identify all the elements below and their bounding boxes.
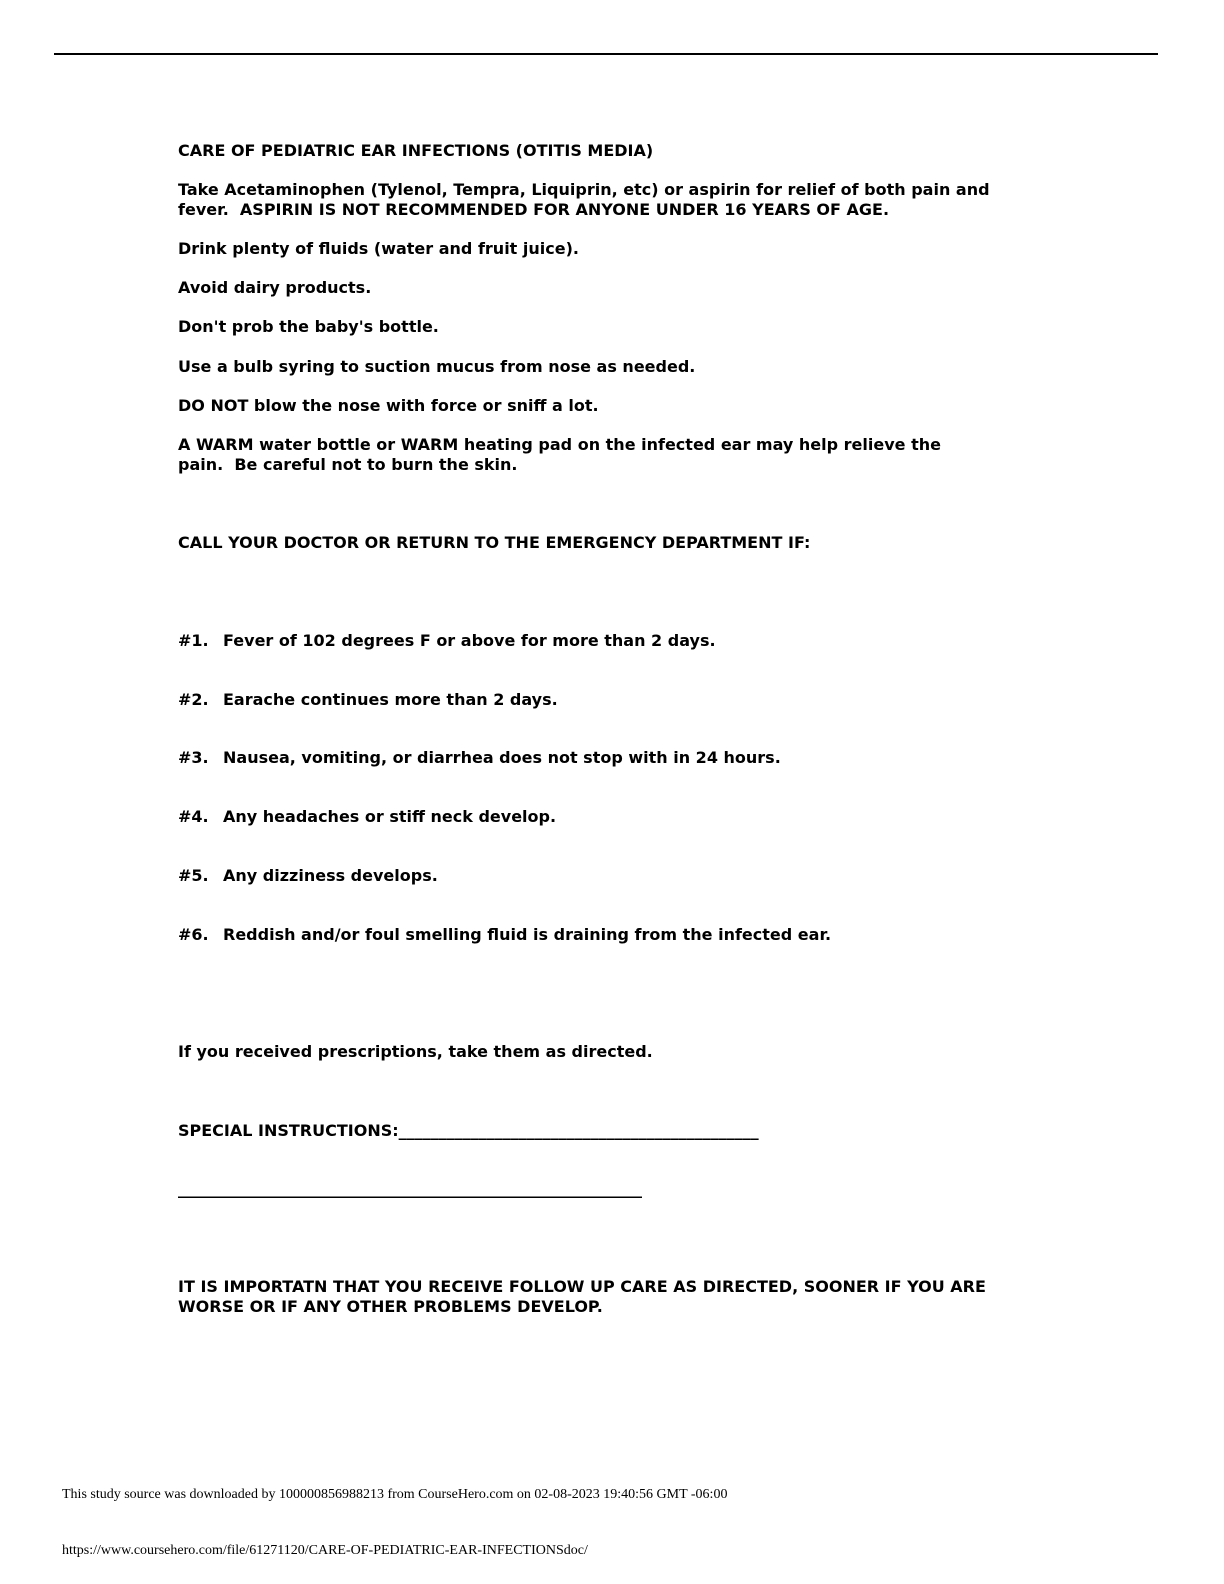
- followup-line-2: WORSE OR IF ANY OTHER PROBLEMS DEVELOP.: [178, 1296, 603, 1316]
- list-item-text: Earache continues more than 2 days.: [223, 689, 558, 709]
- list-item: [178, 748, 1058, 768]
- special-instructions-blank: _____________________________________________: [398, 1120, 759, 1140]
- list-item-number: #5.: [178, 865, 209, 885]
- list-item-number: #3.: [178, 748, 209, 768]
- nose-paragraph: DO NOT blow the nose with force or sniff a lot.: [178, 395, 599, 415]
- medication-line-1: Take Acetaminophen (Tylenol, Tempra, Liquiprin, etc) or aspirin for relief of both pain and: [178, 180, 990, 200]
- fluids-paragraph: Drink plenty of fluids (water and fruit juice).: [178, 238, 579, 258]
- list-item-number: #6.: [178, 924, 209, 944]
- list-item-text: Any headaches or stiff neck develop.: [223, 807, 557, 827]
- list-item-text: Nausea, vomiting, or diarrhea does not stop with in 24 hours.: [223, 748, 781, 768]
- list-item: [178, 925, 1058, 945]
- list-item-number: #1.: [178, 630, 209, 650]
- followup-paragraph: [178, 1277, 1058, 1316]
- list-item: [178, 690, 1058, 710]
- list-item-text: Any dizziness develops.: [223, 865, 438, 885]
- call-doctor-heading: CALL YOUR DOCTOR OR RETURN TO THE EMERGENCY DEPARTMENT IF:: [178, 532, 811, 552]
- list-item-text: Reddish and/or foul smelling fluid is draining from the infected ear.: [223, 924, 832, 944]
- dairy-paragraph: Avoid dairy products.: [178, 278, 372, 298]
- warm-line-1: A WARM water bottle or WARM heating pad on the infected ear may help relieve the: [178, 434, 941, 454]
- special-instructions-label: SPECIAL INSTRUCTIONS:: [178, 1120, 399, 1140]
- list-item-number: #4.: [178, 807, 209, 827]
- document-body: [178, 141, 1058, 1336]
- warm-line-2: pain. Be careful not to burn the skin.: [178, 454, 518, 474]
- top-horizontal-rule: [54, 53, 1158, 55]
- bottle-paragraph: Don't prob the baby's bottle.: [178, 317, 439, 337]
- warm-compress-paragraph: [178, 435, 1058, 474]
- list-item: [178, 631, 1058, 651]
- special-instructions-line-1: [178, 1121, 1058, 1141]
- followup-line-1: IT IS IMPORTATN THAT YOU RECEIVE FOLLOW UP CARE AS DIRECTED, SOONER IF YOU ARE: [178, 1277, 986, 1297]
- document-title: CARE OF PEDIATRIC EAR INFECTIONS (OTITIS MEDIA): [178, 141, 654, 160]
- prescriptions-paragraph: If you received prescriptions, take them as directed.: [178, 1042, 653, 1062]
- call-doctor-section: [178, 494, 1058, 1023]
- call-doctor-list: [178, 592, 1058, 984]
- download-notice: This study source was downloaded by 100000856988213 from CourseHero.com on 02-08-2023 19:40:56 GMT -06:00: [62, 1487, 728, 1502]
- medication-line-2: fever. ASPIRIN IS NOT RECOMMENDED FOR ANYONE UNDER 16 YEARS OF AGE.: [178, 199, 890, 219]
- special-instructions-section: [178, 1082, 1058, 1239]
- medication-paragraph: [178, 180, 1058, 219]
- syringe-paragraph: Use a bulb syring to suction mucus from nose as needed.: [178, 356, 696, 376]
- list-item: [178, 807, 1058, 827]
- list-item-number: #2.: [178, 689, 209, 709]
- source-url: https://www.coursehero.com/file/61271120/CARE-OF-PEDIATRIC-EAR-INFECTIONSdoc/: [62, 1543, 588, 1558]
- list-item: [178, 866, 1058, 886]
- special-instructions-blank-2: __________________________________________________________: [178, 1179, 642, 1199]
- list-item-text: Fever of 102 degrees F or above for more than 2 days.: [223, 630, 716, 650]
